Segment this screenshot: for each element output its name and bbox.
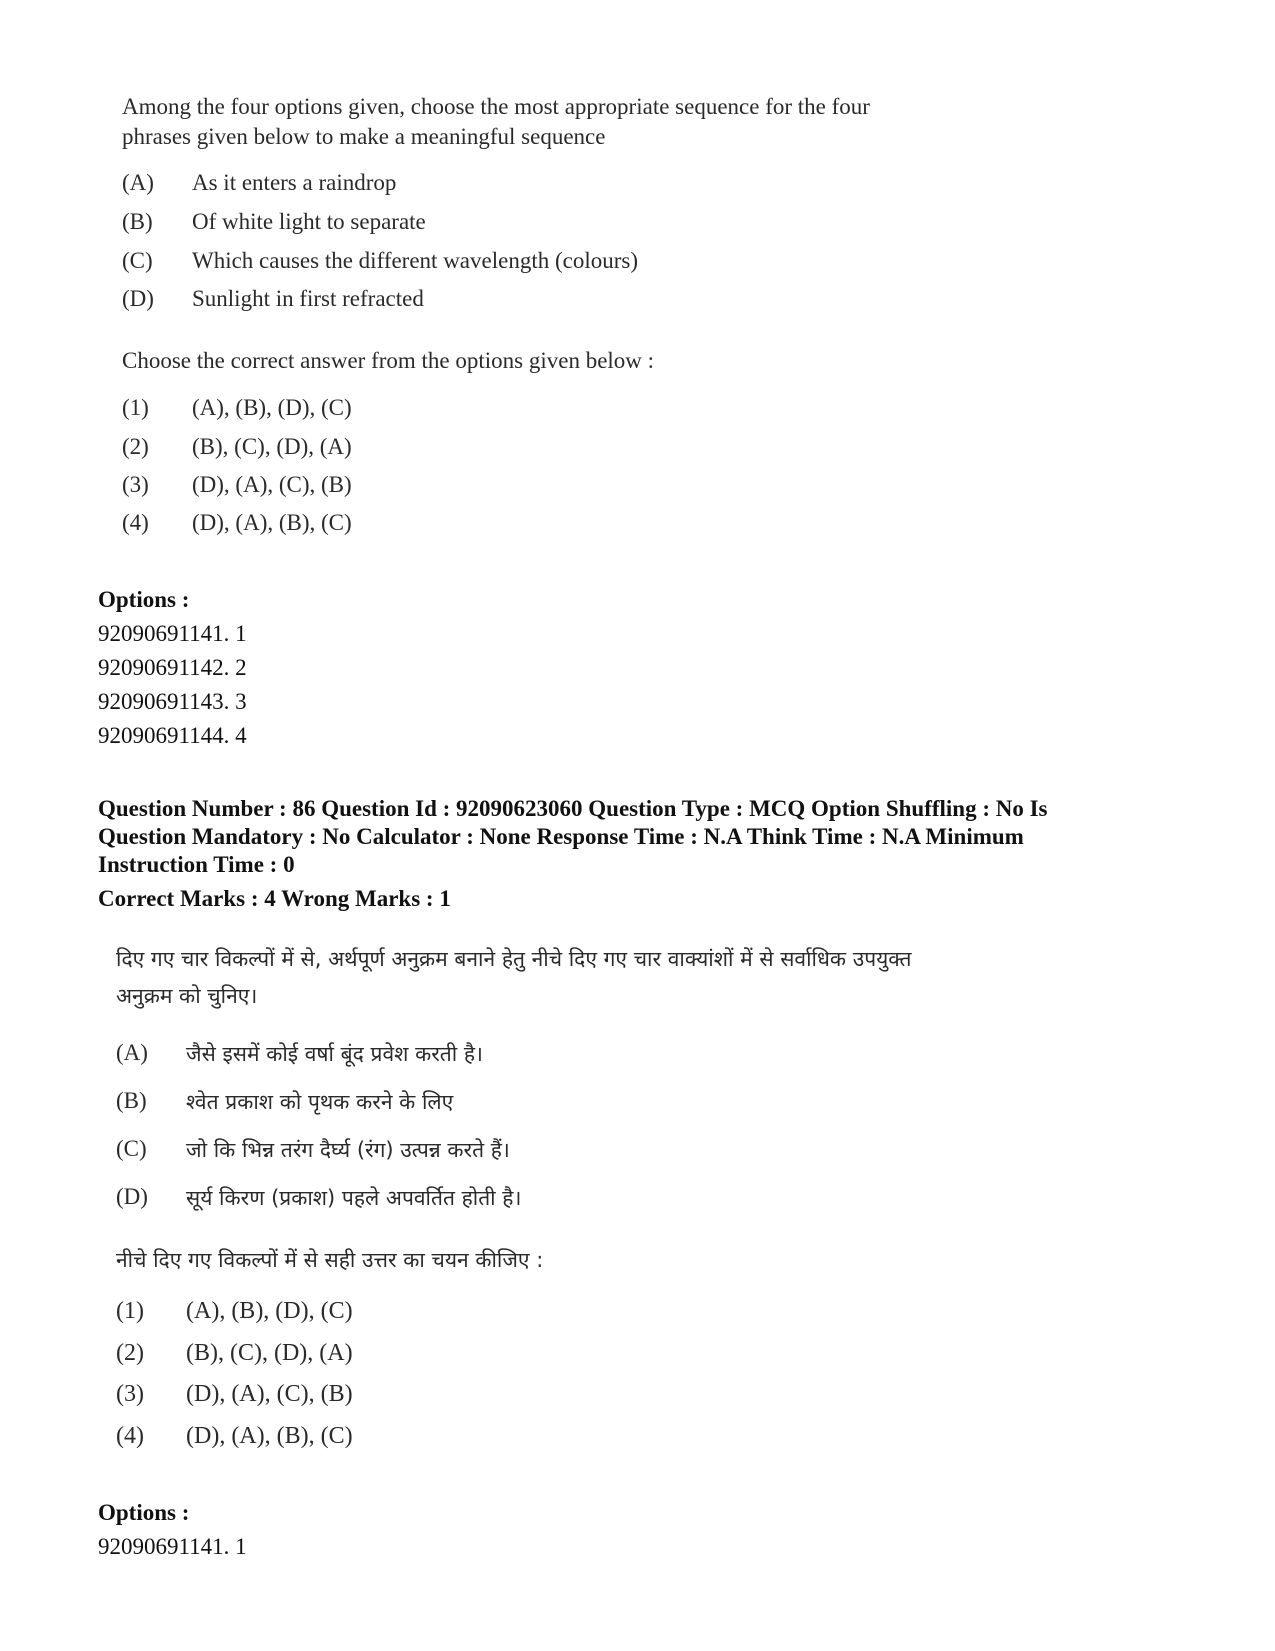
answer-text: (D), (A), (B), (C) xyxy=(186,1423,353,1449)
phrase-text: As it enters a raindrop xyxy=(192,170,397,195)
q85-options-heading: Options : xyxy=(98,587,190,612)
phrase-text: जो कि भिन्न तरंग दैर्घ्य (रंग) उत्पन्न करते हैं। xyxy=(186,1138,510,1162)
phrase-text: श्वेत प्रकाश को पृथक करने के लिए xyxy=(186,1090,454,1114)
phrase-text: Of white light to separate xyxy=(192,209,426,234)
q86-meta-line3: Instruction Time : 0 xyxy=(98,852,295,877)
q85-choose-prompt: Choose the correct answer from the options given below : xyxy=(122,348,655,373)
q85-option-id-2: 92090691142. 2 xyxy=(98,655,247,680)
q85-stem-line1: Among the four options given, choose the most appropriate sequence for the four xyxy=(122,94,870,119)
phrase-label: (D) xyxy=(122,286,154,311)
phrase-label: (B) xyxy=(116,1088,147,1113)
answer-text: (D), (A), (C), (B) xyxy=(192,472,352,497)
answer-text: (D), (A), (C), (B) xyxy=(186,1381,353,1407)
answer-label: (3) xyxy=(116,1381,144,1407)
answer-text: (A), (B), (D), (C) xyxy=(186,1298,353,1324)
q86-stem-line1: दिए गए चार विकल्पों में से, अर्थपूर्ण अनुक्रम बनाने हेतु नीचे दिए गए चार वाक्यांशों में से सर्वाधिक उपयुक्त xyxy=(116,947,912,971)
answer-label: (4) xyxy=(122,510,149,535)
answer-text: (D), (A), (B), (C) xyxy=(192,510,352,535)
answer-text: (B), (C), (D), (A) xyxy=(192,434,352,459)
phrase-label: (C) xyxy=(122,248,153,273)
q85-stem-line2: phrases given below to make a meaningful sequence xyxy=(122,124,606,149)
q86-meta-line2: Question Mandatory : No Calculator : None Response Time : N.A Think Time : N.A Minimum xyxy=(98,824,1024,849)
q86-options-heading: Options : xyxy=(98,1500,190,1525)
answer-label: (1) xyxy=(116,1298,144,1324)
phrase-text: जैसे इसमें कोई वर्षा बूंद प्रवेश करती है। xyxy=(186,1042,483,1066)
answer-label: (2) xyxy=(122,434,149,459)
phrase-label: (B) xyxy=(122,209,153,234)
q86-meta-line1: Question Number : 86 Question Id : 92090623060 Question Type : MCQ Option Shuffling : No Is xyxy=(98,796,1048,821)
answer-text: (A), (B), (D), (C) xyxy=(192,395,352,420)
phrase-label: (A) xyxy=(122,170,154,195)
q86-choose-prompt: नीचे दिए गए विकल्पों में से सही उत्तर का चयन कीजिए : xyxy=(116,1248,544,1272)
q85-option-id-3: 92090691143. 3 xyxy=(98,689,247,714)
answer-label: (2) xyxy=(116,1340,144,1366)
q86-stem-line2: अनुक्रम को चुनिए। xyxy=(116,984,258,1008)
answer-text: (B), (C), (D), (A) xyxy=(186,1340,353,1366)
phrase-text: Which causes the different wavelength (colours) xyxy=(192,248,638,273)
answer-label: (1) xyxy=(122,395,149,420)
answer-label: (3) xyxy=(122,472,149,497)
q85-option-id-4: 92090691144. 4 xyxy=(98,723,247,748)
q86-option-id-1: 92090691141. 1 xyxy=(98,1534,247,1559)
phrase-text: सूर्य किरण (प्रकाश) पहले अपवर्तित होती है। xyxy=(186,1186,522,1210)
phrase-label: (A) xyxy=(116,1040,148,1065)
q85-option-id-1: 92090691141. 1 xyxy=(98,621,247,646)
phrase-label: (C) xyxy=(116,1136,147,1161)
answer-label: (4) xyxy=(116,1423,144,1449)
phrase-label: (D) xyxy=(116,1184,148,1209)
phrase-text: Sunlight in first refracted xyxy=(192,286,424,311)
q86-marks: Correct Marks : 4 Wrong Marks : 1 xyxy=(98,886,451,911)
